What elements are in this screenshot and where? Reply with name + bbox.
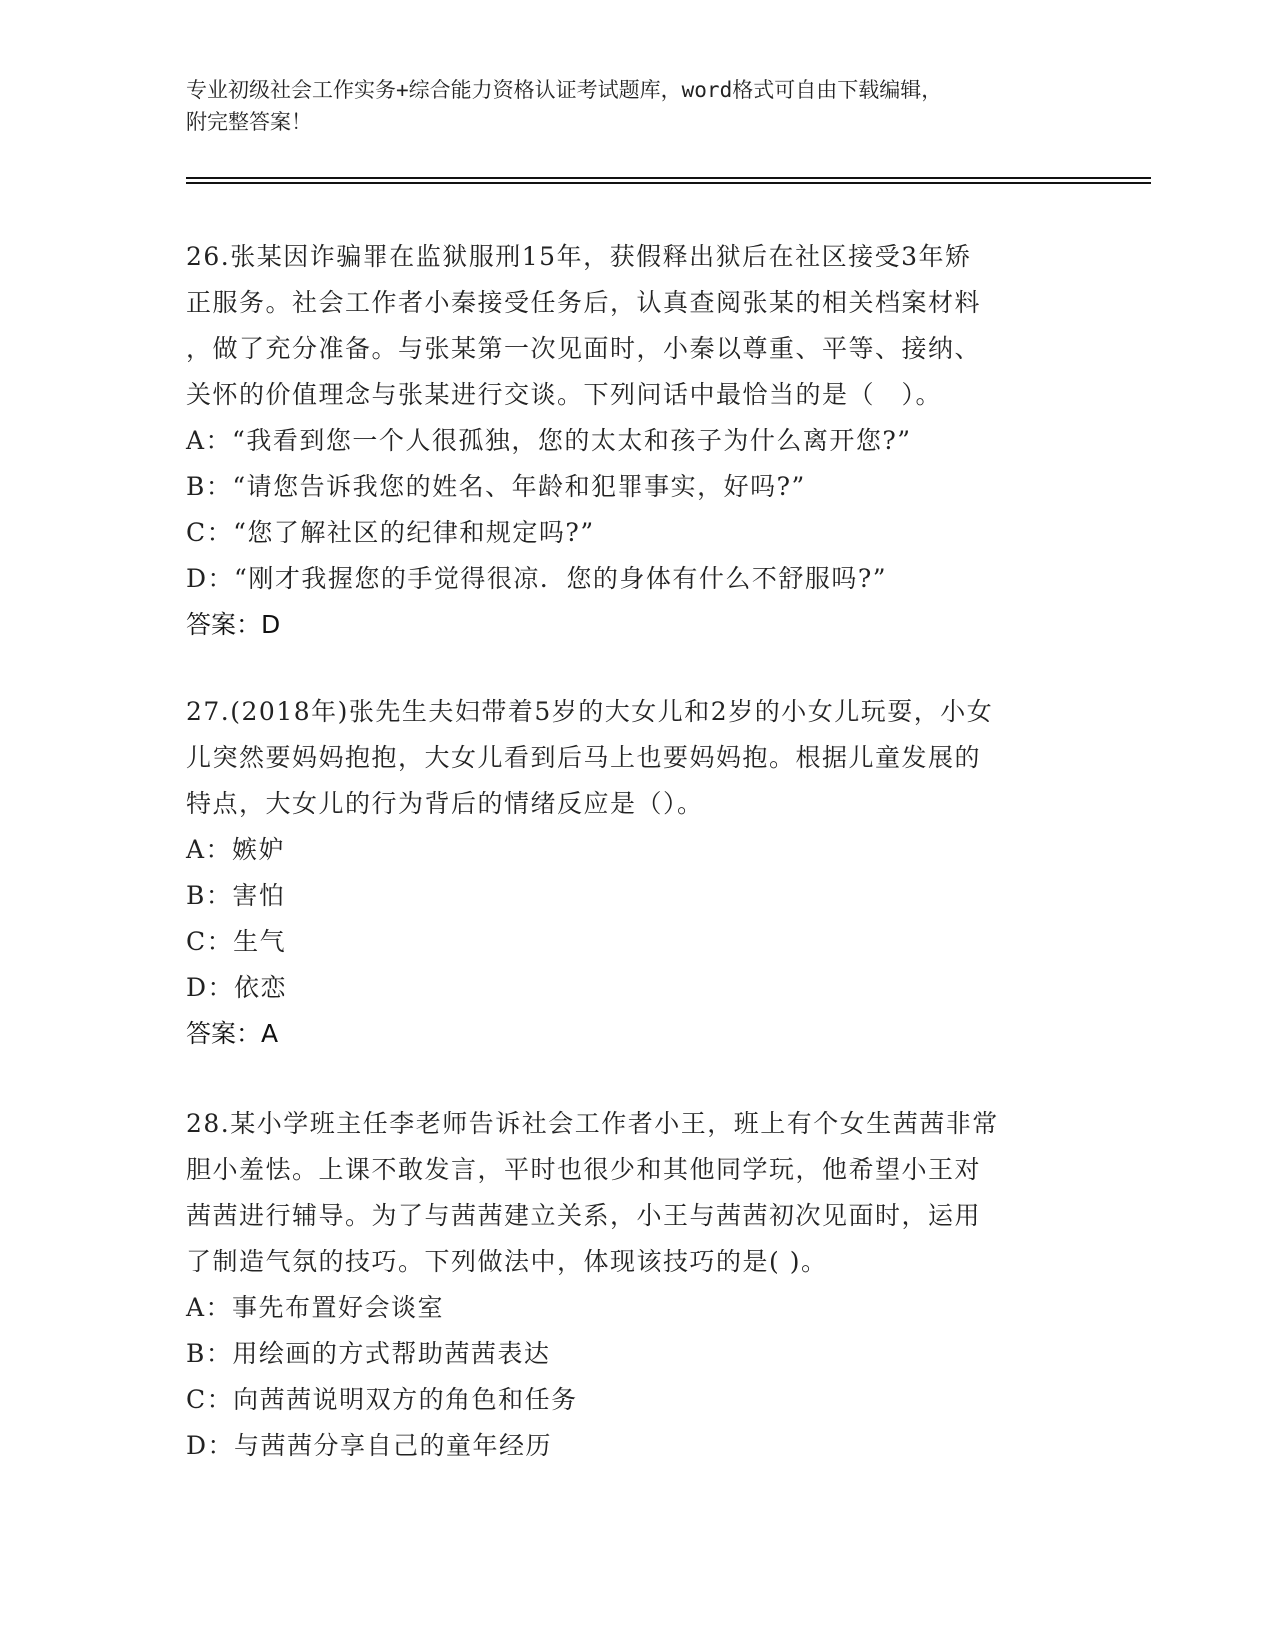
option-a: A：嫉妒	[186, 835, 286, 864]
question-line: 了制造气氛的技巧。下列做法中，体现该技巧的是( )。	[186, 1247, 828, 1276]
answer-label: 答案：A	[186, 1019, 279, 1048]
header-line-2: 附完整答案！	[186, 110, 312, 134]
option-b: B：用绘画的方式帮助茜茜表达	[186, 1339, 551, 1368]
question-line: 特点，大女儿的行为背后的情绪反应是（）。	[186, 789, 704, 818]
header-divider-bottom	[186, 182, 1151, 184]
question-line: 儿突然要妈妈抱抱，大女儿看到后马上也要妈妈抱。根据儿童发展的	[186, 743, 982, 772]
option-c: C：向茜茜说明双方的角色和任务	[186, 1385, 578, 1414]
question-27	[186, 689, 1086, 1057]
option-a: A：“我看到您一个人很孤独，您的太太和孩子为什么离开您?”	[186, 426, 912, 455]
option-a: A：事先布置好会谈室	[186, 1293, 445, 1322]
answer-label: 答案：D	[186, 610, 281, 639]
option-d: D：“刚才我握您的手觉得很凉．您的身体有什么不舒服吗?”	[186, 564, 888, 593]
question-line: 27.(2018年)张先生夫妇带着5岁的大女儿和2岁的小女儿玩耍，小女	[186, 697, 994, 726]
option-d: D：与茜茜分享自己的童年经历	[186, 1431, 553, 1460]
option-c: C：生气	[186, 927, 287, 956]
option-b: B：“请您告诉我您的姓名、年龄和犯罪事实，好吗?”	[186, 472, 806, 501]
question-line: 关怀的价值理念与张某进行交谈。下列问话中最恰当的是（ ）。	[186, 380, 943, 409]
header-line-1: 专业初级社会工作实务+综合能力资格认证考试题库，word格式可自由下载编辑，	[186, 78, 943, 102]
question-line: 茜茜进行辅导。为了与茜茜建立关系，小王与茜茜初次见面时，运用	[186, 1201, 982, 1230]
question-28	[186, 1101, 1086, 1469]
option-b: B：害怕	[186, 881, 286, 910]
question-26	[186, 234, 1086, 648]
question-line: 胆小羞怯。上课不敢发言，平时也很少和其他同学玩，他希望小王对	[186, 1155, 982, 1184]
question-line: 正服务。社会工作者小秦接受任务后，认真查阅张某的相关档案材料	[186, 288, 982, 317]
document-header	[186, 74, 1086, 138]
option-d: D：依恋	[186, 973, 288, 1002]
option-c: C：“您了解社区的纪律和规定吗?”	[186, 518, 595, 547]
header-divider-top	[186, 177, 1151, 179]
question-line: 28.某小学班主任李老师告诉社会工作者小王，班上有个女生茜茜非常	[186, 1109, 999, 1138]
question-line: ，做了充分准备。与张某第一次见面时，小秦以尊重、平等、接纳、	[186, 334, 982, 363]
question-line: 26.张某因诈骗罪在监狱服刑15年，获假释出狱后在社区接受3年矫	[186, 242, 972, 271]
